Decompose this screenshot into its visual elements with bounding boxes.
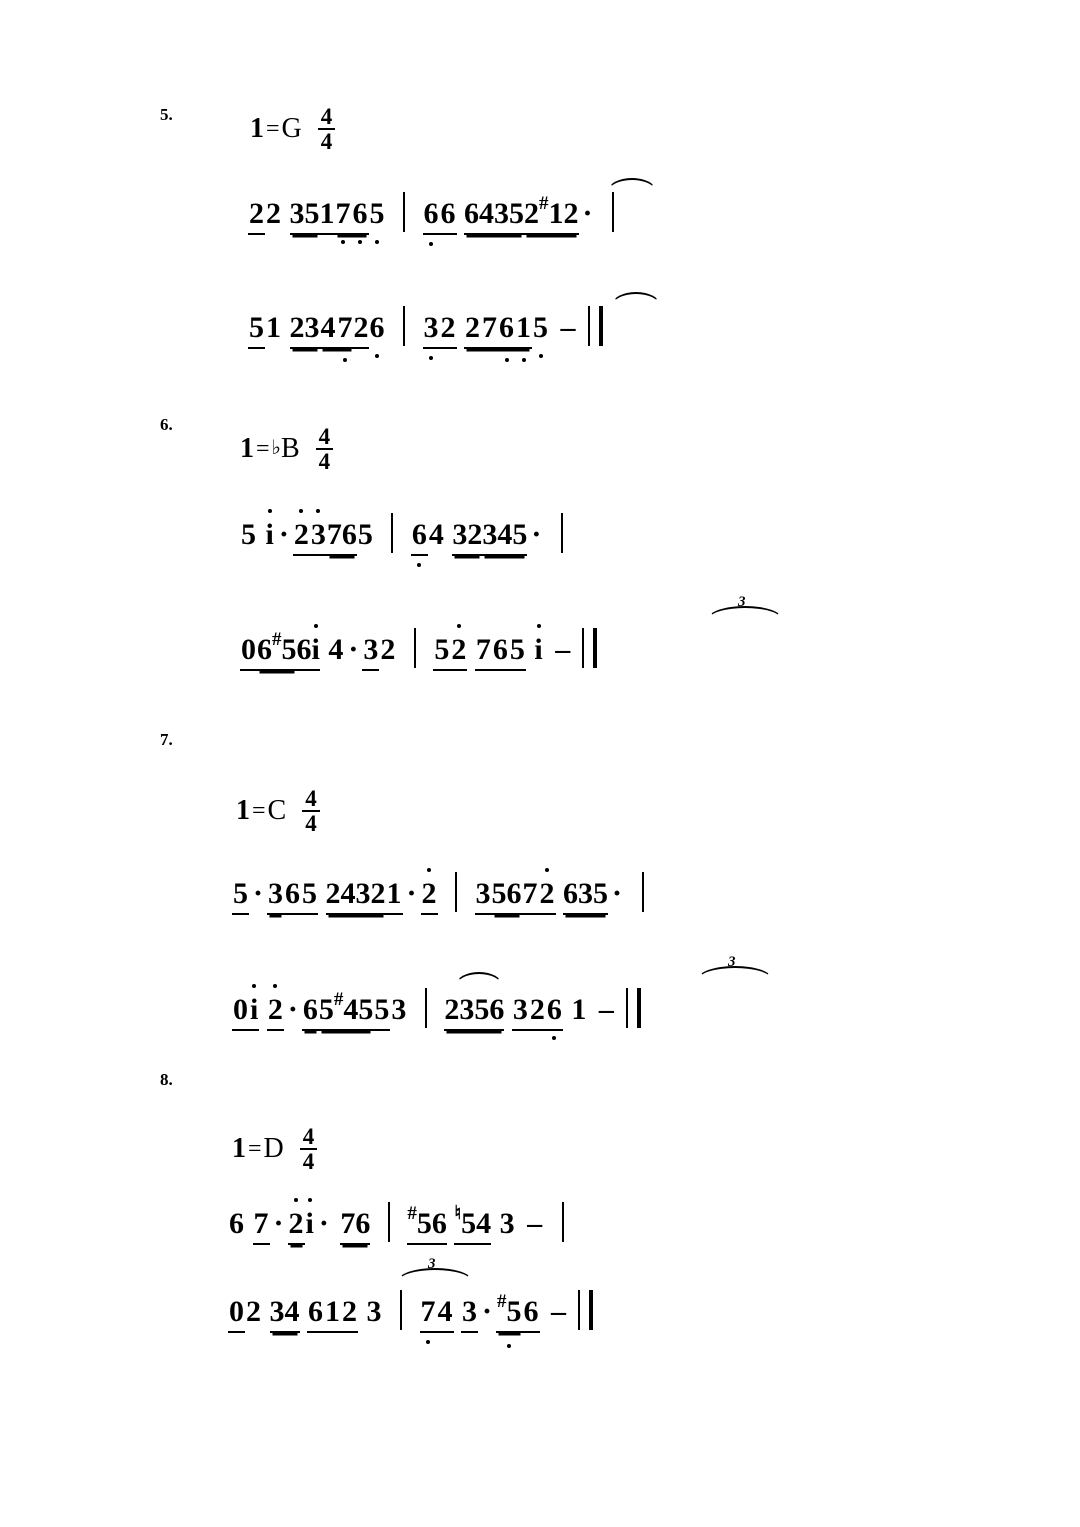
exercise-number: 6. xyxy=(160,415,173,434)
note: 7 xyxy=(522,877,539,915)
barline xyxy=(612,192,614,232)
beamed-group: i xyxy=(312,633,320,671)
note: 5 xyxy=(369,197,385,230)
barline xyxy=(642,872,644,912)
augmentation-dot: · xyxy=(273,1207,284,1240)
note: 1 xyxy=(516,311,531,344)
key-tonic: G xyxy=(281,113,302,144)
note: 5 xyxy=(357,518,373,551)
augmentation-dot: · xyxy=(278,518,289,551)
note: 7 xyxy=(420,1295,437,1333)
beamed-group: 76 xyxy=(340,1207,370,1245)
note: 4 xyxy=(437,1295,454,1333)
note: 6 xyxy=(369,311,385,344)
note: 2 xyxy=(342,1295,357,1328)
note: 2 xyxy=(529,993,545,1026)
note: 5 xyxy=(509,633,525,666)
note: 0 xyxy=(228,1295,245,1333)
note: 6 xyxy=(546,993,562,1026)
note: #5 xyxy=(496,1294,523,1333)
note: 1 xyxy=(571,993,587,1026)
barline xyxy=(455,872,457,912)
note: 3 xyxy=(423,311,440,349)
hold-dash: – xyxy=(555,633,571,666)
note: 1 xyxy=(325,1295,340,1328)
barline xyxy=(400,1290,402,1330)
key-one: 1 xyxy=(250,113,264,144)
beamed-group xyxy=(335,197,369,235)
note: 7 xyxy=(482,311,497,344)
slur xyxy=(612,292,660,305)
beamed-group: 6#5 xyxy=(257,632,297,671)
beamed-group: 6 xyxy=(297,633,312,671)
note: 6 xyxy=(352,197,368,230)
note: 4 xyxy=(328,633,344,666)
note: 7 xyxy=(337,311,353,344)
time-denominator: 4 xyxy=(318,449,331,474)
note: i xyxy=(249,993,259,1031)
augmentation-dot: · xyxy=(531,518,542,551)
key-signature xyxy=(250,105,335,153)
note: 2 xyxy=(246,1295,261,1328)
beamed-group: 2 xyxy=(354,311,369,349)
note: 3 xyxy=(362,633,379,671)
slur xyxy=(456,972,502,985)
barline xyxy=(403,306,405,346)
note: 4 xyxy=(320,311,336,344)
time-denominator: 4 xyxy=(302,1149,315,1174)
beamed-group: 6435 xyxy=(464,197,524,235)
barline xyxy=(562,1202,564,1242)
note: 7 xyxy=(335,197,351,230)
time-signature xyxy=(300,1125,318,1173)
beamed-group xyxy=(320,311,354,349)
hold-dash: – xyxy=(527,1207,543,1240)
note: 6 xyxy=(284,877,301,915)
note: 2 xyxy=(539,877,556,915)
note: 2 xyxy=(266,197,281,230)
note: 6 xyxy=(499,311,514,344)
final-barline xyxy=(626,988,641,1028)
key-signature xyxy=(240,425,333,473)
key-equals: = xyxy=(266,115,280,142)
note: i xyxy=(534,633,543,666)
note: 6 xyxy=(411,518,428,556)
natural-icon: ♮ xyxy=(454,1203,462,1224)
music-line xyxy=(248,306,611,349)
key-signature xyxy=(232,1125,317,1173)
note: 3 xyxy=(512,993,528,1026)
note: 2 xyxy=(450,633,467,671)
beamed-group xyxy=(464,311,532,349)
flat-icon: ♭ xyxy=(271,436,281,459)
exercise-number: 7. xyxy=(160,730,173,749)
note: 3 xyxy=(499,1207,515,1240)
beamed-group: ♮5 xyxy=(454,1205,476,1245)
note: i xyxy=(305,1207,314,1240)
note: 6 xyxy=(440,197,457,235)
key-tonic: C xyxy=(267,795,287,826)
beamed-group: 345 xyxy=(482,518,527,556)
augmentation-dot: · xyxy=(406,877,417,910)
beamed-group: 32 xyxy=(452,518,482,556)
final-barline xyxy=(588,306,603,346)
beamed-group: 23 xyxy=(290,311,320,349)
key-one: 1 xyxy=(232,1133,246,1164)
key-equals: = xyxy=(256,435,270,462)
music-line xyxy=(232,954,736,1031)
note: 6 xyxy=(523,1295,540,1333)
time-numerator: 4 xyxy=(300,1125,318,1150)
time-signature xyxy=(318,105,336,153)
note: 1 xyxy=(266,311,281,344)
slur xyxy=(608,178,656,191)
note: 3 xyxy=(475,877,492,915)
augmentation-dot: · xyxy=(582,197,593,230)
beamed-group: 2432 xyxy=(326,877,386,915)
note: 6 xyxy=(229,1207,244,1240)
note: 7 xyxy=(475,633,491,666)
note: 1 xyxy=(386,877,403,915)
beamed-group: #5 xyxy=(407,1206,432,1245)
augmentation-dot: · xyxy=(253,877,264,910)
key-one: 1 xyxy=(236,795,250,826)
key-tonic: B xyxy=(280,433,300,464)
note: i xyxy=(265,518,274,551)
note: 6 xyxy=(423,197,440,235)
note: 3 xyxy=(366,1295,382,1328)
triplet-group xyxy=(307,1295,358,1333)
time-numerator: 4 xyxy=(316,425,334,450)
time-denominator: 4 xyxy=(320,129,333,154)
triplet-group xyxy=(475,633,526,671)
note: 6 xyxy=(492,633,508,666)
triplet-number: 3 xyxy=(728,954,736,970)
time-numerator: 4 xyxy=(302,787,320,812)
note: 2 xyxy=(248,197,265,235)
key-equals: = xyxy=(252,797,266,824)
beamed-group: 56 xyxy=(492,877,522,915)
note: 0 xyxy=(240,633,257,671)
sharp-icon: # xyxy=(497,1291,507,1312)
barline xyxy=(414,628,416,668)
sharp-icon: # xyxy=(407,1203,417,1224)
barline xyxy=(403,192,405,232)
augmentation-dot: · xyxy=(287,993,298,1026)
note: 6 xyxy=(302,993,319,1031)
beamed-group: 5#45 xyxy=(319,992,374,1031)
time-numerator: 4 xyxy=(318,105,336,130)
hold-dash: – xyxy=(598,993,614,1026)
augmentation-dot: · xyxy=(348,633,359,666)
note: 2 xyxy=(293,518,310,556)
note: 2 xyxy=(421,877,438,915)
barline xyxy=(388,1202,390,1242)
hold-dash: – xyxy=(551,1295,567,1328)
note: 4 xyxy=(428,518,444,551)
note: 5 xyxy=(433,633,450,671)
triplet-number: 3 xyxy=(738,594,746,610)
key-signature xyxy=(236,787,320,835)
note: 2 xyxy=(380,633,396,666)
triplet-number: 3 xyxy=(428,1256,436,1272)
note: 5 xyxy=(232,877,249,915)
beamed-group: 635 xyxy=(563,877,608,915)
note: 5 xyxy=(301,877,318,915)
beamed-group: 1 xyxy=(320,197,335,235)
music-line xyxy=(232,872,644,915)
beamed-group: 2356 xyxy=(444,993,504,1031)
note: 5 xyxy=(241,518,256,551)
note: 3 xyxy=(267,877,284,915)
note: 0 xyxy=(232,993,249,1031)
music-line xyxy=(248,192,614,235)
beamed-group: 4 xyxy=(476,1207,491,1245)
beamed-group: 76 xyxy=(327,518,357,556)
music-line xyxy=(240,594,746,671)
augmentation-dot: · xyxy=(482,1295,493,1328)
key-tonic: D xyxy=(263,1133,284,1164)
note: 2 xyxy=(267,993,284,1031)
time-signature xyxy=(302,787,320,835)
music-line xyxy=(228,1202,564,1245)
note: 7 xyxy=(253,1207,270,1245)
note: 2 xyxy=(440,311,457,349)
augmentation-dot: · xyxy=(318,1207,329,1240)
beamed-group: 2#12 xyxy=(524,196,579,235)
exercise-number: 5. xyxy=(160,105,173,124)
barline xyxy=(425,988,427,1028)
note: 5 xyxy=(248,311,265,349)
note: 3 xyxy=(391,993,407,1026)
note: 5 xyxy=(373,993,390,1031)
final-barline xyxy=(578,1290,593,1330)
time-signature xyxy=(316,425,334,473)
music-line xyxy=(228,1256,601,1333)
sharp-icon: # xyxy=(333,989,344,1010)
key-equals: = xyxy=(248,1135,262,1162)
note: 3 xyxy=(310,518,327,556)
note: 5 xyxy=(533,311,548,344)
triplet-group xyxy=(512,993,563,1031)
beamed-group: 35 xyxy=(290,197,320,235)
augmentation-dot: · xyxy=(612,877,623,910)
hold-dash: – xyxy=(560,311,576,344)
exercise-number: 8. xyxy=(160,1070,173,1089)
key-one: 1 xyxy=(240,433,254,464)
note: 6 xyxy=(308,1295,323,1328)
sharp-icon: # xyxy=(272,629,282,650)
note: 3 xyxy=(461,1295,478,1333)
barline xyxy=(391,513,393,553)
beamed-group: 6 xyxy=(432,1207,447,1245)
time-denominator: 4 xyxy=(305,811,317,836)
sharp-icon: # xyxy=(539,193,549,214)
note: 2 xyxy=(465,311,480,344)
music-line xyxy=(240,513,563,556)
barline xyxy=(561,513,563,553)
beamed-group: 34 xyxy=(270,1295,300,1333)
final-barline xyxy=(582,628,597,668)
note: 2 xyxy=(288,1207,305,1245)
